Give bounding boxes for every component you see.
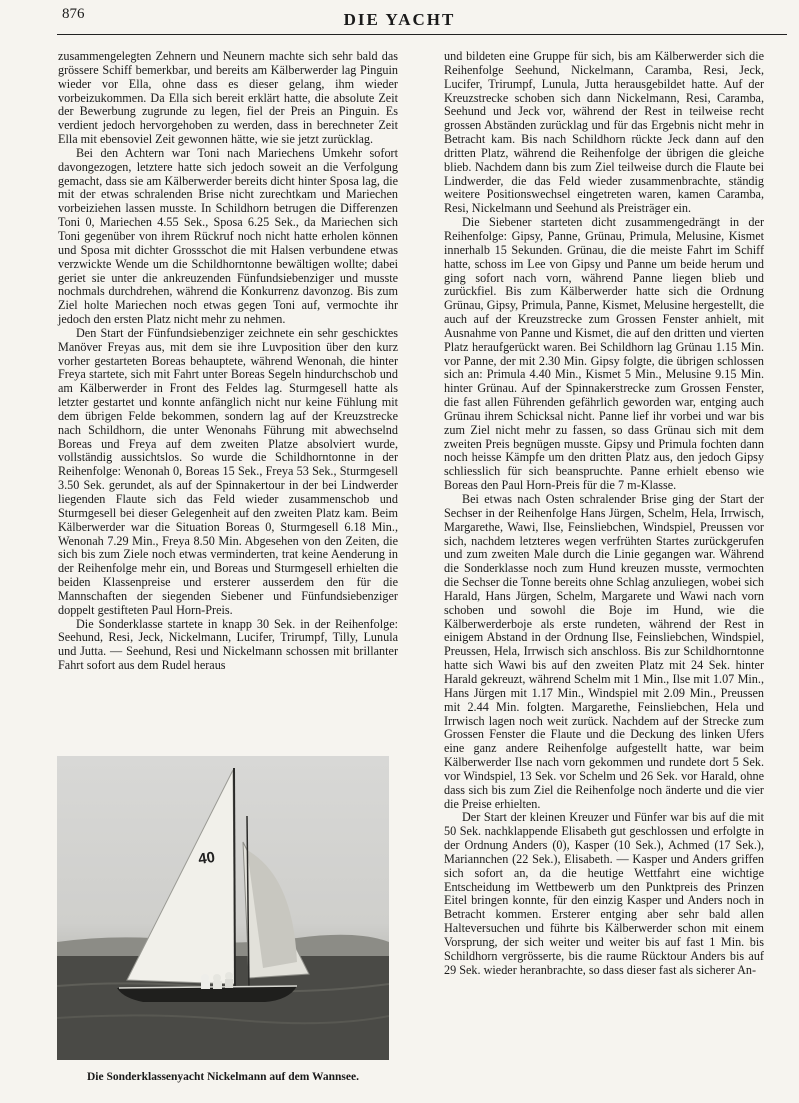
yacht-photo — [57, 756, 389, 1060]
left-column — [58, 50, 398, 673]
running-title: DIE YACHT — [343, 10, 456, 29]
paragraph: Den Start der Fünfundsiebenziger zeichnete ein sehr geschicktes Manöver Freyas aus, mit dem sie ihre Luvposition über den kurz vorher gestarteten Boreas behauptete, während Wenonah, die hinter Freya startete, sich mit Fahrt unter Boreas Segeln hindurchschob und am Kälberwerder in Front des Feldes lag. Sturmgesell hatte als letzter gestartet und konnte anfänglich nicht nur keine Fühlung mit dem übrigen Felde bekommen, sondern lag auf der Kreuzstrecke nach Schildhorn, die unter Wenonahs Führung mit abwechselnd Boreas und Freya auf dem zweiten Platze absolviert wurde, vollständig aussichtslos. So wurde die Schildhorntonne in der Reihenfolge: Wenonah 0, Boreas 15 Sek., Freya 53 Sek., Sturmgesell 3.50 Sek. gerundet, als auf der Spinnakertour in der bei Lindwerder liegenden Flaute sich das Feld wieder zusammenschob und Sturmgesell bei dieser Gelegenheit auf den zweiten Platz kam. Beim Kälberwerder war die Situation Boreas 0, Sturmgesell 6.18 Min., Wenonah 7.29 Min., Freya 8.50 Min. Abgesehen von den Zeiten, die sich bis zum Ziele noch etwas verminderten, trat keine Aenderung in der Reihenfolge mehr ein, und Boreas und Sturmgesell erhielten die beiden Klassenpreise und ersterer ausserdem den für die Mannschaften der siegenden Siebener und Fünfundsiebenziger doppelt gestifteten Paul Horn-Preis. — [58, 325, 398, 617]
paragraph: Die Siebener starteten dicht zusammengedrängt in der Reihenfolge: Gipsy, Panne, Grünau, Primula, Melusine, Kismet innerhalb 15 Sekunden. Grünau, die die meiste Fahrt im Schiff hatte, schoss im Lee von Gipsy und Panne um beide herum und ging sofort nach vorn, während Panne liegen blieb und zurückfiel. Bis zum Kälberwerder hatte sich die Ordnung Grünau, Gipsy, Primula, Panne, Kismet, Melusine hergestellt, die auch auf der Kreuzstrecke zum Grossen Fenster anhielt, mit Ausnahme von Panne und Kismet, die auf den dritten und vierten Platz heraufgerückt waren. Bei Schildhorn lag Grünau 1.15 Min. vor Panne, der mit 2.30 Min. Gipsy folgte, die übrigen schlossen sich an: Primula 4.40 Min., Kismet 5 Min., Melusine 9.15 Min. hinter Grünau. Auf der Spinnakerstrecke zum Grossen Fenster, die fast allen Führenden gefährlich geworden war, entging auch Grünau ihrem Schicksal nicht. Panne lief ihr vorbei und war bis zum Ziel nicht mehr zu fassen, so dass Grünau sich mit dem zweiten Preis begnügen musste. Gipsy und Primula fochten dann noch heisse Kämpfe um den dritten Platz aus, den jedoch Gipsy schliesslich für sich beanspruchte. Panne erhielt ebenso wie Boreas den Paul Horn-Preis für die 7 m-Klasse. — [444, 215, 764, 493]
sailboat-illustration — [57, 756, 389, 1060]
paragraph: Der Start der kleinen Kreuzer und Fünfer war bis auf die mit 50 Sek. nachklappende Elisabeth gut geschlossen und erfolgte in der Ordnung Anders (0), Kasper (10 Sek.), Achmed (17 Sek.), Mariannchen (22 Sek.), Elisabeth. — Kasper und Anders griffen sich sofort an, da die heutige Wettfahrt eine wichtige Entscheidung im Wettbewerb um den Punktpreis des Prinzen Eitel bringen konnte, für den einzig Kasper und Anders noch in Betracht kommen. Ersterer entging aber sehr bald allen Halteversuchen und führte bis Kälberwerder schon mit einem Vorsprung, der sich weiter und weiter bis auf fast 1 Min. bis Schildhorn vergrösserte, bis die raume Rücktour Anders bis auf 29 Sek. wieder heranbrachte, so dass dieser fast als sicherer An- — [444, 810, 764, 977]
paragraph: Bei etwas nach Osten schralender Brise ging der Start der Sechser in der Reihenfolge Hans Jürgen, Schelm, Hela, Irrwisch, Margarethe, Wawi, Ilse, Feinsliebchen, Windspiel, Preussen vor sich, nachdem letzteres wegen verfrühten Startes zurückgerufen und zum zweiten Male durch die Linie gegangen war. Während die Sonderklasse noch zum Hund kreuzen musste, vermochten die Sechser die Tonne bereits ohne Schlag anzuliegen, wobei sich Harald, Hans Jürgen, Schelm, Margarete und Wawi nach vorn schoben und sowohl die Boje im Hund, wie die Kälberwerderboje als erste rundeten, während der Rest in einigem Abstand in der Ordnung Ilse, Feinsliebchen, Windspiel, Preussen, Hela, Irrwisch sich anschloss. Bis zur Schildhorntonne hatte sich Wawi bis auf den zweiten Platz mit 24 Sek. hinter Harald gekreuzt, während Schelm mit 1 Min., Ilse mit 1.07 Min., Hans Jürgen mit 1.17 Min., Windspiel mit 2.09 Min., Preussen mit 2.44 Min. folgten. Margarethe, Feinsliebchen, Hela und Irrwisch lagen noch weit zurück. Nachdem auf der Strecke zum Grossen Fenster die Flaute und die Deckung des linken Ufers eine ganz andere Reihenfolge aufgestellt hatte, war beim Kälberwerder Ilse nach vorn gekommen und rundete dort 5 Sek. vor Windspiel, 13 Sek. vor Schelm und 26 Sek. vor Harald, ohne dass sich bis zum Ziel die Reihenfolge noch änderte und die vier die Preise erhielten. — [444, 492, 764, 811]
right-column — [444, 50, 764, 978]
paragraph: Die Sonderklasse startete in knapp 30 Sek. in der Reihenfolge: Seehund, Resi, Jeck, Nickelmann, Lucifer, Trirumpf, Tilly, Lunula und Jutta. — Seehund, Resi und Nickelmann schossen mit brillanter Fahrt sofort aus dem Rudel heraus — [58, 616, 398, 673]
page-number: 876 — [62, 6, 85, 22]
paragraph: und bildeten eine Gruppe für sich, bis am Kälberwerder sich die Reihenfolge Seehund, Nickelmann, Caramba, Resi, Jeck, Lucifer, Trirumpf, Lunula, Jutta herausgebildet hatte. Auf der Kreuzstrecke schoben sich dann Nickelmann, Resi, Caramba, Seehund und Jeck vor, während der Rest in teilweise recht grossen Abständen zurücklag und für das Ergebnis nicht mehr in Betracht kam. Bis nach Schildhorn rückte Jeck dann auf den dritten Platz, während die Reihenfolge der übrigen die gleiche blieb. Nachdem dann bis zum Ziel teilweise durch die Flaute bei Lindwerder, die das Feld wieder zusammenbrachte, ständig weitere Positionswechsel eingetreten waren, kamen Caramba, Resi, Nickelmann und Seehund als Preisträger ein. — [444, 49, 764, 216]
sail-number: 40 — [197, 848, 217, 868]
paragraph: zusammengelegten Zehnern und Neunern machte sich sehr bald das grössere Schiff bemerkbar, und bereits am Kälberwerder lag Pinguin wieder vor Ella, ohne dass es dieser gelang, ihm wieder vorbeizukommen. Da Ella sich bereit erklärt hatte, die absolute Zeit der Bewerbung zugrunde zu legen, fiel der Preis an Pinguin. Es verdient jedoch hervorgehoben zu werden, dass in berechneter Zeit Ella mit ebensoviel Zeit gewonnen hätte, wie sie jetzt zurücklag. — [58, 49, 398, 147]
header-rule — [57, 34, 787, 35]
paragraph: Bei den Achtern war Toni nach Mariechens Umkehr sofort davongezogen, letztere hatte sich jedoch soweit an die Verfolgung gemacht, dass sie am Kälberwerder bereits dicht hinter Sposa lag, die mit der etwas schralenden Brise nicht zurechtkam und Mariechen vorbeiziehen lassen musste. In Schildhorn betrugen die Differenzen Toni 0, Mariechen 4.55 Sek., Sposa 6.25 Sek., da Mariechen sich Toni gegenüber von ihrem Rückruf noch nicht hatte erholen können und Sposa mit dichter Grossschot die mit Halsen verbundene etwas verzwickte Wende um die Schildhorntonne bewältigen wollte; dabei geriet sie unter die ankreuzenden Fünfundsiebenziger und musste nochmals durchdrehen, während die Konkurrenz davonzog. Bis zum Ziel holte Mariechen noch etwas gegen Toni auf, vermochte ihr jedoch den ersten Platz nicht mehr zu nehmen. — [58, 145, 398, 327]
figure-caption: Die Sonderklassenyacht Nickelmann auf dem Wannsee. — [87, 1071, 359, 1083]
